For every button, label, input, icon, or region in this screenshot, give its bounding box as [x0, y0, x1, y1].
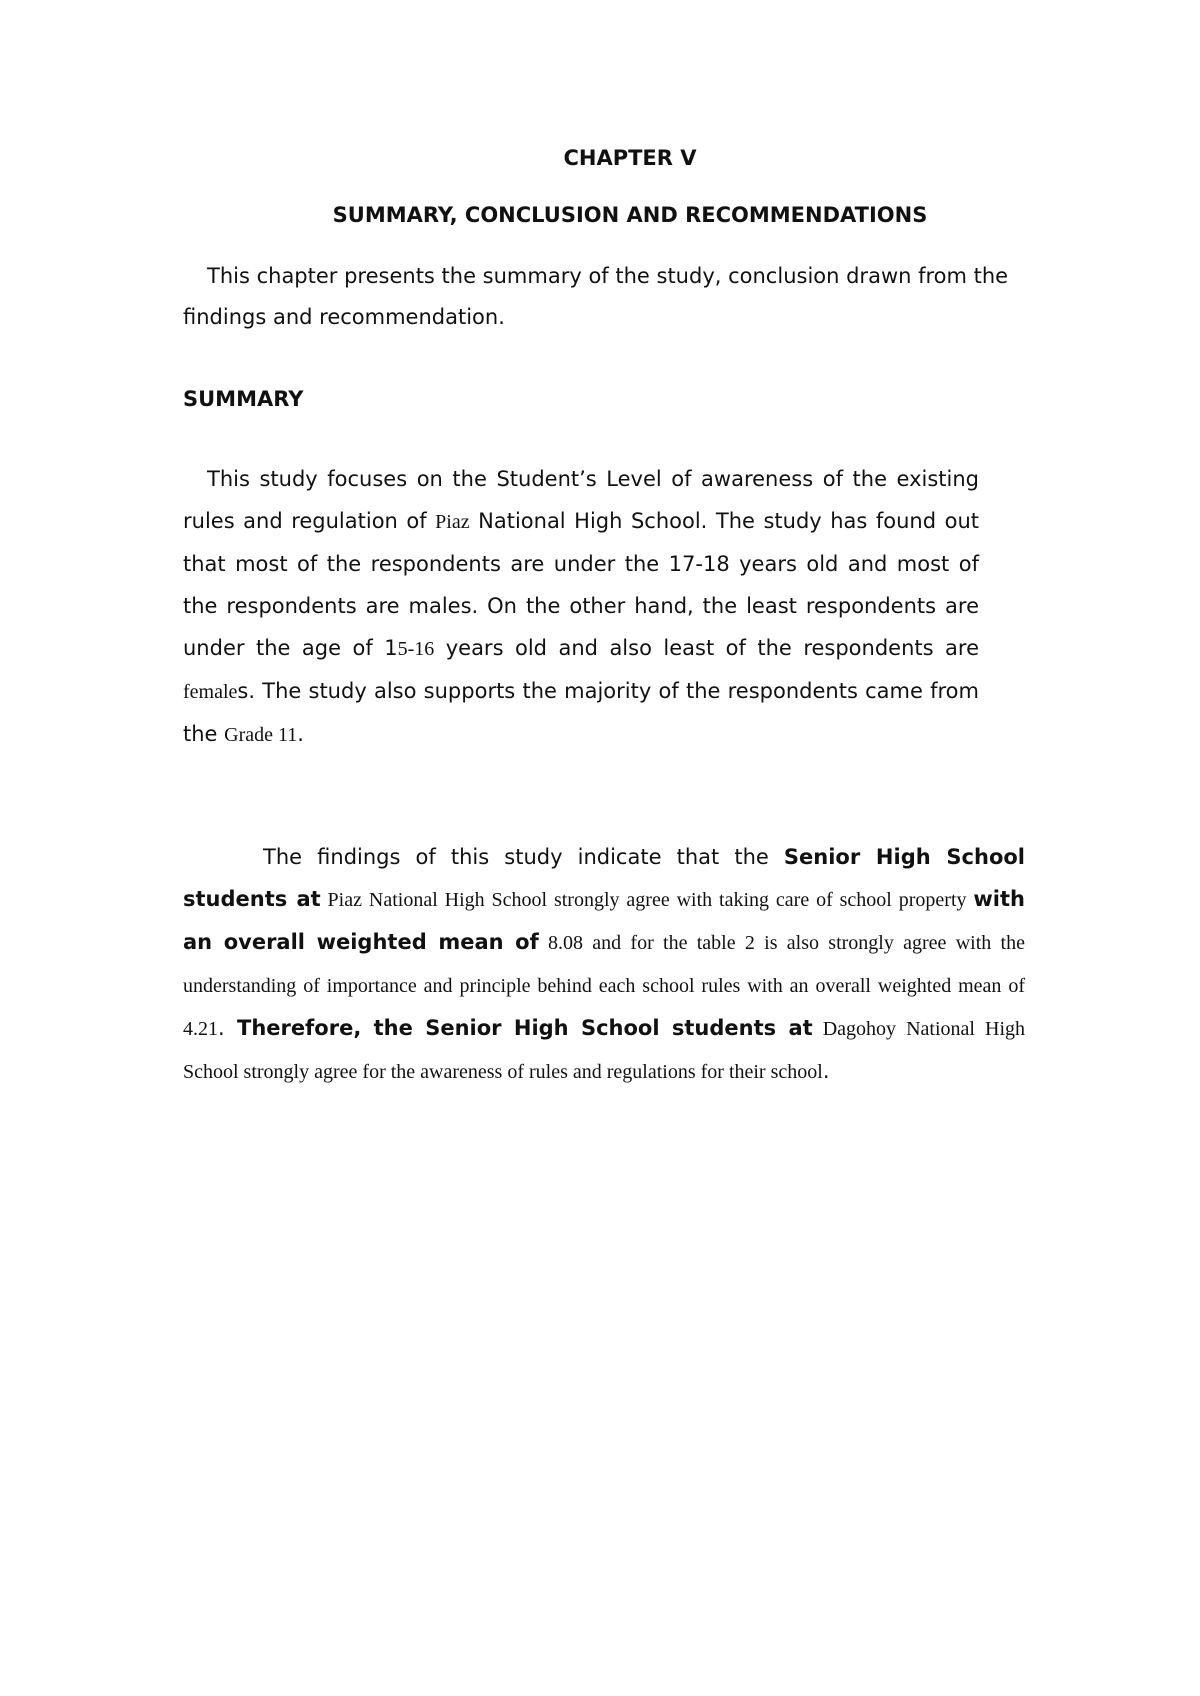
findings-bold-2: with an overall weighted mean of — [183, 887, 1025, 954]
summary-text-4: s. The study also supports the majority of the respondents came from the — [183, 679, 979, 746]
summary-paragraph — [183, 458, 979, 756]
summary-text-1: This study focuses on the Student’s Level of awareness of the existing rules and regulation of — [183, 467, 979, 533]
findings-text-3: 8.08 and for the table 2 is also strongly agree with the understanding of importance and principle behind each school rules with an overall weighted mean of 4.21 — [183, 932, 1025, 1040]
summary-grade: Grade 11 — [224, 724, 298, 746]
summary-text-5: . — [297, 722, 304, 746]
summary-age-range-tail: 5-16 — [397, 638, 435, 660]
findings-period-2: . — [822, 1059, 830, 1083]
findings-text-4: Dagohoy National High School strongly agree for the awareness of rules and regulations for their school — [183, 1018, 1025, 1083]
summary-text-2: National High School. The study has found out that most of the respondents are under the 17-18 years old and most of the respondents are males. On the other hand, the least respondents are under the age of 1 — [183, 509, 979, 660]
summary-heading: SUMMARY — [183, 387, 304, 411]
findings-bold-3: Therefore, the Senior High School students at — [224, 1016, 813, 1040]
summary-text-3: years old and also least of the respondents are — [434, 636, 980, 660]
findings-bold-1: Senior High School students at — [183, 845, 1025, 911]
findings-paragraph — [183, 836, 1025, 1093]
findings-text-2: Piaz National High School strongly agree with taking care of school property — [320, 889, 974, 911]
summary-females-word: female — [183, 681, 238, 703]
findings-text-1: The findings of this study indicate that the — [263, 845, 784, 869]
chapter-title: CHAPTER V — [563, 146, 697, 170]
summary-school-name: Piaz — [435, 511, 470, 533]
intro-paragraph: This chapter presents the summary of the study, conclusion drawn from the findings and recommendation. — [183, 264, 1009, 329]
section-heading: SUMMARY, CONCLUSION AND RECOMMENDATIONS — [332, 203, 928, 227]
findings-period-1: . — [218, 1016, 225, 1040]
